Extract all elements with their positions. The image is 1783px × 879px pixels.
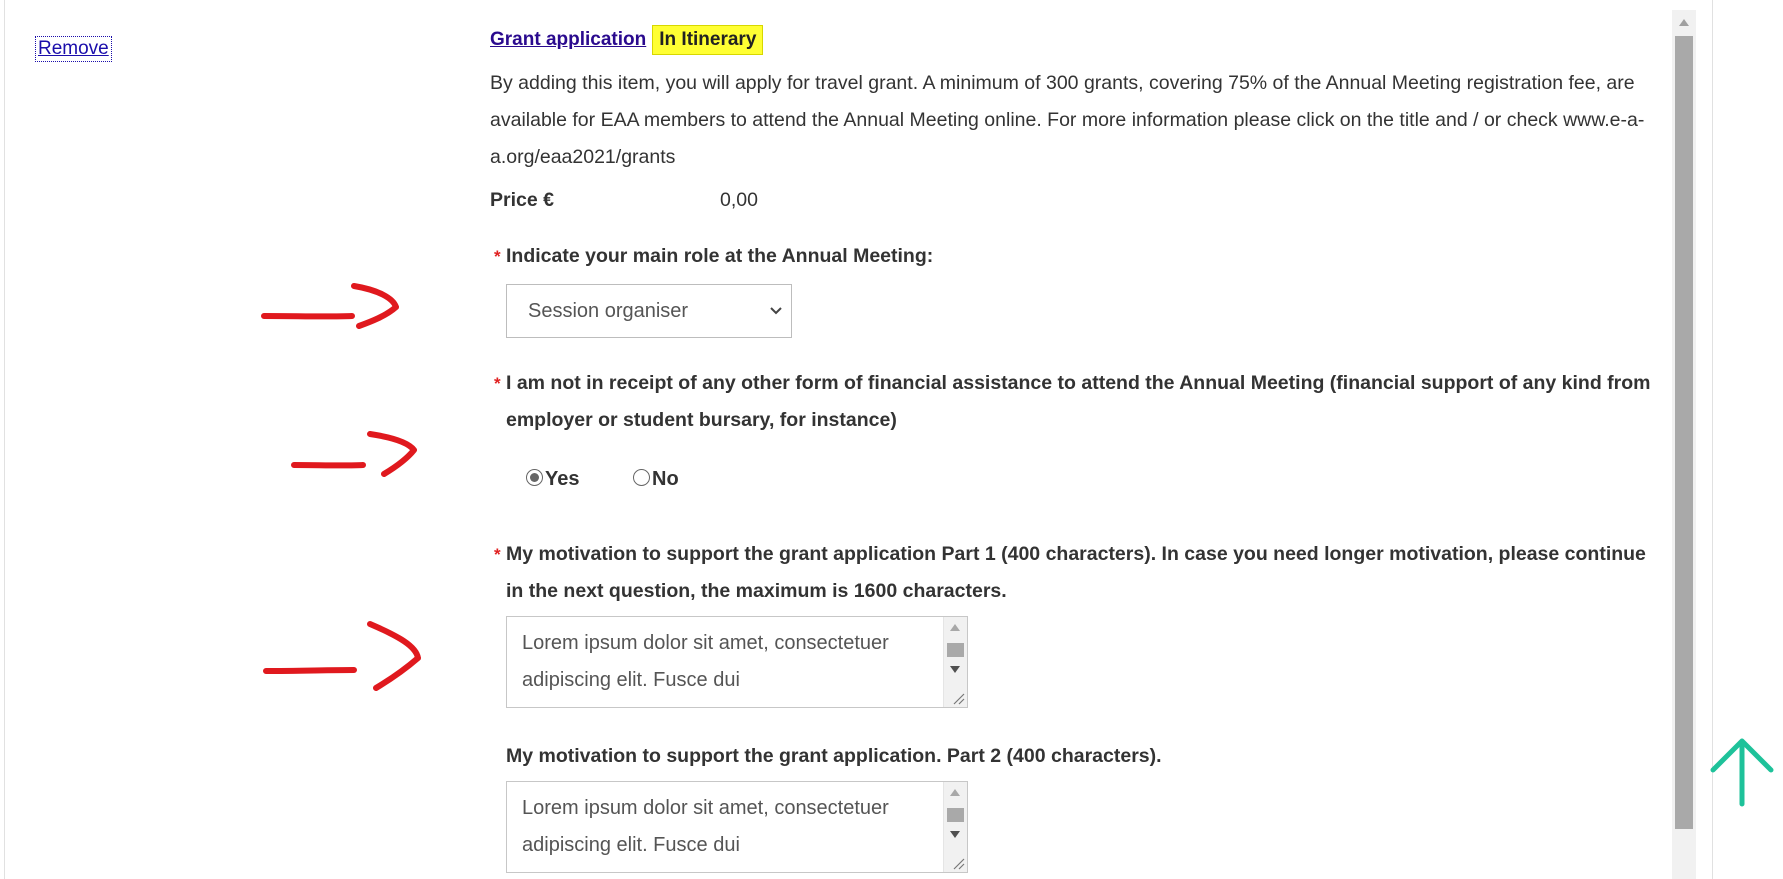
page-scrollbar[interactable] [1672, 10, 1696, 879]
role-select-value: Session organiser [528, 300, 689, 322]
scroll-up-icon[interactable] [1679, 19, 1689, 26]
radio-label-no: No [652, 468, 679, 490]
radio-button-checked[interactable] [526, 469, 543, 486]
item-header [490, 25, 763, 55]
scroll-up-icon[interactable] [950, 624, 960, 631]
price-row [490, 189, 758, 212]
price-label: Price € [490, 189, 554, 211]
assistance-question-text: I am not in receipt of any other form of financial assistance to attend the Annual Meeting (financial support of any kind from employer or student bursary, for instance) [506, 372, 1651, 431]
motivation2-question-text: My motivation to support the grant application. Part 2 (400 characters). [506, 745, 1162, 767]
required-marker: * [494, 545, 501, 564]
radio-label-yes: Yes [545, 468, 580, 490]
motivation1-question-text: My motivation to support the grant application Part 1 (400 characters). In case you need longer motivation, please continue in the next question, the maximum is 1600 characters. [506, 543, 1646, 602]
remove-link[interactable]: Remove [38, 38, 109, 59]
role-question-label [494, 238, 1656, 275]
motivation1-text: Lorem ipsum dolor sit amet, consectetuer adipiscing elit. Fusce dui [522, 632, 889, 691]
radio-button-unchecked[interactable] [633, 469, 650, 486]
motivation2-question-label [506, 738, 1656, 775]
annotation-arrow-icon [288, 424, 428, 484]
frame-left-border [4, 0, 5, 879]
itinerary-badge: In Itinerary [652, 25, 763, 55]
item-title-link[interactable]: Grant application [490, 29, 647, 50]
resize-grip-icon[interactable] [951, 691, 965, 705]
motivation2-textarea[interactable] [506, 781, 968, 873]
scroll-up-icon[interactable] [950, 789, 960, 796]
scroll-thumb[interactable] [947, 808, 964, 822]
page-scroll-thumb[interactable] [1675, 36, 1693, 829]
item-description: By adding this item, you will apply for travel grant. A minimum of 300 grants, covering 75% of the Annual Meeting registration fee, are available for EAA members to attend the Annual Meeting online. For more information please click on the title and / or check www.e-a-a.org/eaa2021/grants [490, 72, 1645, 168]
annotation-arrow-icon [258, 616, 428, 696]
radio-option-yes[interactable] [526, 468, 579, 491]
required-marker: * [494, 247, 501, 266]
motivation2-text: Lorem ipsum dolor sit amet, consectetuer adipiscing elit. Fusce dui [522, 797, 889, 856]
chevron-down-icon [767, 302, 785, 320]
motivation1-question-label [494, 536, 1656, 610]
required-marker: * [494, 374, 501, 393]
assistance-radio-group [526, 468, 727, 491]
annotation-arrow-icon [258, 276, 408, 336]
motivation1-textarea[interactable] [506, 616, 968, 708]
role-select[interactable] [506, 284, 792, 338]
assistance-question-label [494, 365, 1656, 439]
arrow-up-icon[interactable] [1707, 736, 1777, 808]
scroll-down-icon[interactable] [950, 666, 960, 673]
scroll-thumb[interactable] [947, 643, 964, 657]
resize-grip-icon[interactable] [951, 856, 965, 870]
radio-option-no[interactable] [633, 468, 679, 491]
scroll-down-icon[interactable] [950, 831, 960, 838]
role-question-text: Indicate your main role at the Annual Meeting: [506, 245, 934, 267]
price-value: 0,00 [720, 189, 758, 211]
